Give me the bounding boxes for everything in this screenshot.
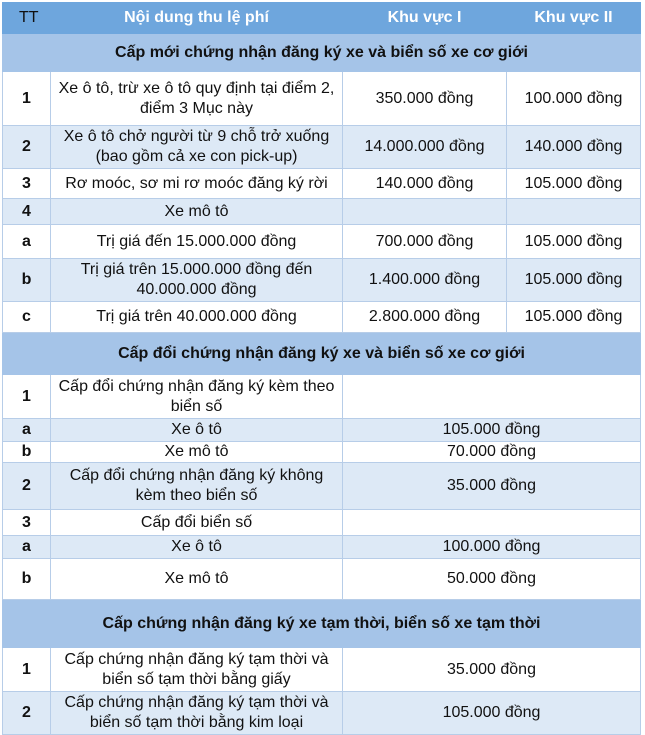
row-fee-khu-vuc-1: 700.000 đồng	[343, 225, 507, 259]
table-row	[3, 126, 641, 169]
row-fee: 105.000 đồng	[343, 692, 641, 735]
row-tt: b	[3, 259, 51, 302]
table-row	[3, 375, 641, 419]
row-content: Xe ô tô, trừ xe ô tô quy định tại điểm 2, điểm 3 Mục này	[51, 72, 343, 126]
row-content: Xe ô tô	[51, 419, 343, 442]
row-tt: 2	[3, 692, 51, 735]
row-tt: b	[3, 442, 51, 463]
table-row	[3, 648, 641, 692]
row-content: Cấp đổi chứng nhận đăng ký kèm theo biển số	[51, 375, 343, 419]
table-row	[3, 692, 641, 735]
row-fee: 70.000 đồng	[343, 442, 641, 463]
table-row	[3, 225, 641, 259]
row-content: Xe mô tô	[51, 442, 343, 463]
row-content: Trị giá đến 15.000.000 đồng	[51, 225, 343, 259]
section-title: Cấp chứng nhận đăng ký xe tạm thời, biển số xe tạm thời	[3, 600, 641, 648]
row-fee: 100.000 đồng	[343, 536, 641, 559]
row-fee-khu-vuc-1: 2.800.000 đồng	[343, 302, 507, 333]
row-tt: a	[3, 419, 51, 442]
section-title: Cấp đổi chứng nhận đăng ký xe và biển số xe cơ giới	[3, 333, 641, 375]
section-title: Cấp mới chứng nhận đăng ký xe và biển số xe cơ giới	[3, 34, 641, 72]
section-header-new-registration	[3, 34, 641, 72]
row-fee-khu-vuc-1: 1.400.000 đồng	[343, 259, 507, 302]
row-fee	[343, 510, 641, 536]
row-tt: 2	[3, 126, 51, 169]
table-row	[3, 259, 641, 302]
row-content: Xe ô tô chở người từ 9 chỗ trở xuống (bao gồm cả xe con pick-up)	[51, 126, 343, 169]
header-khu-vuc-2: Khu vực II	[507, 3, 641, 34]
table-row	[3, 510, 641, 536]
table-row	[3, 442, 641, 463]
row-fee-khu-vuc-1: 350.000 đồng	[343, 72, 507, 126]
table-row	[3, 302, 641, 333]
row-tt: 1	[3, 72, 51, 126]
row-content: Xe mô tô	[51, 559, 343, 600]
header-tt: TT	[3, 3, 51, 34]
row-tt: 1	[3, 375, 51, 419]
row-content: Trị giá trên 15.000.000 đồng đến 40.000.000 đồng	[51, 259, 343, 302]
row-content: Cấp đổi chứng nhận đăng ký không kèm theo biển số	[51, 463, 343, 510]
fee-table	[2, 2, 641, 735]
row-tt: 2	[3, 463, 51, 510]
row-content: Xe ô tô	[51, 536, 343, 559]
row-content: Cấp chứng nhận đăng ký tạm thời và biển số tạm thời bằng kim loại	[51, 692, 343, 735]
row-fee-khu-vuc-1	[343, 199, 507, 225]
table-row	[3, 199, 641, 225]
row-content: Trị giá trên 40.000.000 đồng	[51, 302, 343, 333]
table-row	[3, 559, 641, 600]
row-tt: 1	[3, 648, 51, 692]
row-tt: c	[3, 302, 51, 333]
table-row	[3, 463, 641, 510]
row-fee-khu-vuc-2	[507, 199, 641, 225]
header-content: Nội dung thu lệ phí	[51, 3, 343, 34]
table-row	[3, 169, 641, 199]
table-row	[3, 536, 641, 559]
row-fee-khu-vuc-2: 105.000 đồng	[507, 225, 641, 259]
header-khu-vuc-1: Khu vực I	[343, 3, 507, 34]
row-content: Xe mô tô	[51, 199, 343, 225]
row-content: Cấp đổi biển số	[51, 510, 343, 536]
section-header-temporary-registration	[3, 600, 641, 648]
row-fee-khu-vuc-2: 105.000 đồng	[507, 302, 641, 333]
row-fee-khu-vuc-2: 140.000 đồng	[507, 126, 641, 169]
row-content: Rơ moóc, sơ mi rơ moóc đăng ký rời	[51, 169, 343, 199]
row-tt: 3	[3, 510, 51, 536]
row-fee: 35.000 đồng	[343, 648, 641, 692]
section-header-reissue-registration	[3, 333, 641, 375]
row-content: Cấp chứng nhận đăng ký tạm thời và biển số tạm thời bằng giấy	[51, 648, 343, 692]
row-tt: a	[3, 536, 51, 559]
row-tt: 3	[3, 169, 51, 199]
row-fee-khu-vuc-2: 105.000 đồng	[507, 259, 641, 302]
table-row	[3, 72, 641, 126]
row-fee	[343, 375, 641, 419]
row-fee-khu-vuc-2: 100.000 đồng	[507, 72, 641, 126]
row-tt: 4	[3, 199, 51, 225]
row-fee: 50.000 đồng	[343, 559, 641, 600]
row-fee: 35.000 đồng	[343, 463, 641, 510]
row-fee-khu-vuc-1: 140.000 đồng	[343, 169, 507, 199]
table-row	[3, 419, 641, 442]
table-header-row	[3, 3, 641, 34]
row-fee: 105.000 đồng	[343, 419, 641, 442]
row-fee-khu-vuc-1: 14.000.000 đồng	[343, 126, 507, 169]
row-tt: a	[3, 225, 51, 259]
row-fee-khu-vuc-2: 105.000 đồng	[507, 169, 641, 199]
row-tt: b	[3, 559, 51, 600]
